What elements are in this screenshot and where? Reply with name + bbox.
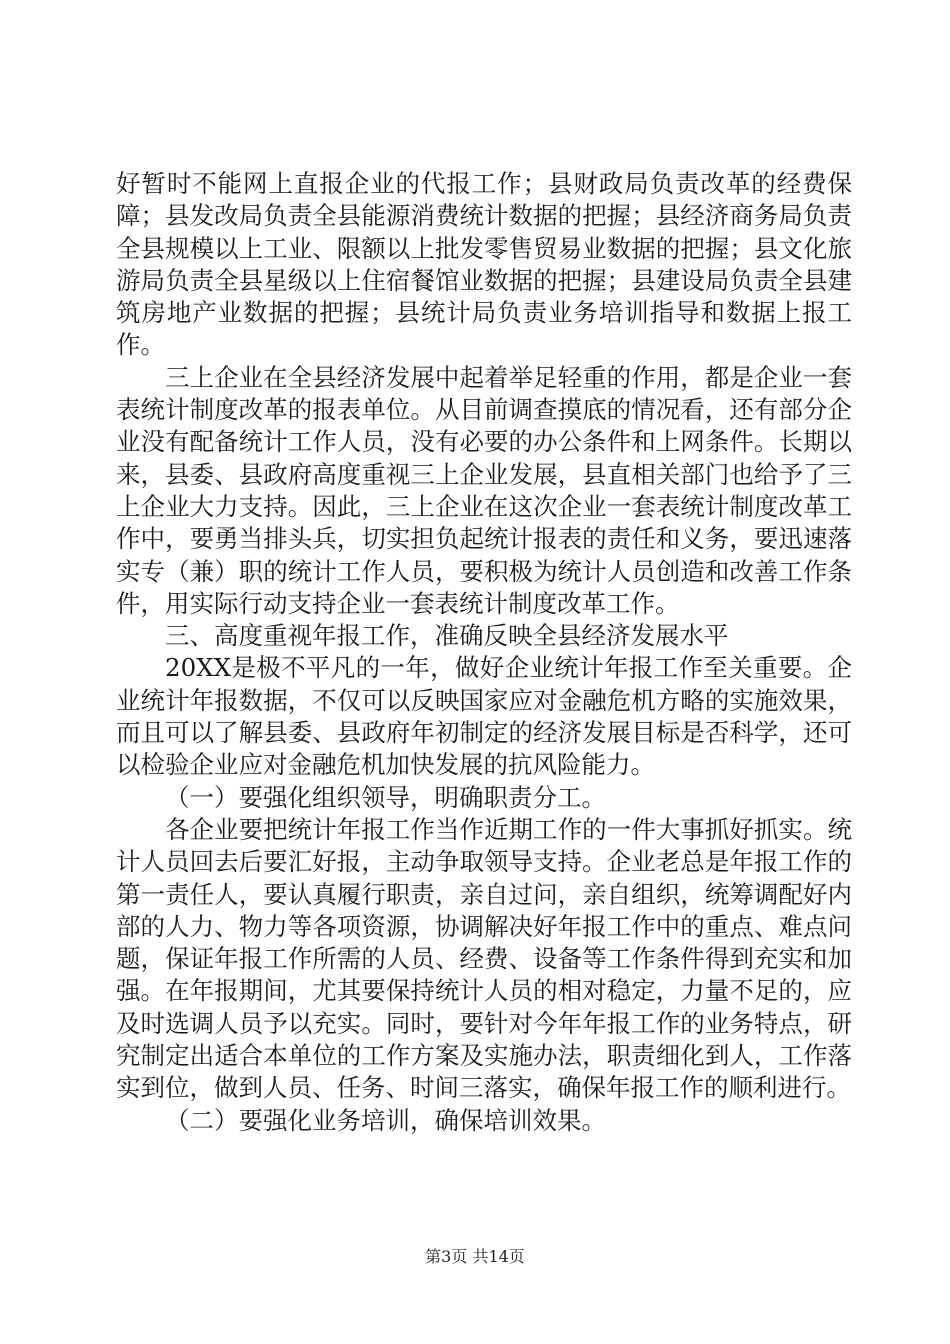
paragraph-4: 20XX是极不平凡的一年，做好企业统计年报工作至关重要。企业统计年报数据，不仅可以反映国家应对金融危机方略的实施效果，而且可以了解县委、县政府年初制定的经济发展目标是否科学，还可以检验企业应对金融危机加快发展的抗风险能力。 xyxy=(116,653,852,780)
subheading-1: （一）要强化组织领导，明确职责分工。 xyxy=(165,782,606,812)
page-footer xyxy=(0,1244,950,1267)
paragraph-2: 三上企业在全县经济发展中起着举足轻重的作用，都是企业一套表统计制度改革的报表单位。从目前调查摸底的情况看，还有部分企业没有配备统计工作人员，没有必要的办公条件和上网条件。长期以来，县委、县政府高度重视三上企业发展，县直相关部门也给予了三上企业大力支持。因此，三上企业在这次企业一套表统计制度改革工作中，要勇当排头兵，切实担负起统计报表的责任和义务，要迅速落实专（兼）职的统计工作人员，要积极为统计人员创造和改善工作条件，用实际行动支持企业一套表统计制度改革工作。 xyxy=(116,362,852,618)
paragraph-1: 好暂时不能网上直报企业的代报工作；县财政局负责改革的经费保障；县发改局负责全县能源消费统计数据的把握；县经济商务局负责全县规模以上工业、限额以上批发零售贸易业数据的把握；县文化旅游局负责全县星级以上住宿餐馆业数据的把握；县建设局负责全县建筑房地产业数据的把握；县统计局负责业务培训指导和数据上报工作。 xyxy=(116,169,852,360)
subheading-2: （二）要强化业务培训，确保培训效果。 xyxy=(165,1105,606,1135)
document-body xyxy=(116,168,852,1137)
paragraph-6: 各企业要把统计年报工作当作近期工作的一件大事抓好抓实。统计人员回去后要汇好报，主动争取领导支持。企业老总是年报工作的第一责任人，要认真履行职责，亲自过问，亲自组织，统筹调配好内部的人力、物力等各项资源，协调解决好年报工作中的重点、难点问题，保证年报工作所需的人员、经费、设备等工作条件得到充实和加强。在年报期间，尤其要保持统计人员的相对稳定，力量不足的，应及时选调人员予以充实。同时，要针对今年年报工作的业务特点，研究制定出适合本单位的工作方案及实施办法，职责细化到人，工作落实到位，做到人员、任务、时间三落实，确保年报工作的顺利进行。 xyxy=(116,814,852,1103)
section-heading-3: 三、高度重视年报工作，准确反映全县经济发展水平 xyxy=(165,621,729,651)
page-number: 第3页 共14页 xyxy=(425,1247,525,1266)
